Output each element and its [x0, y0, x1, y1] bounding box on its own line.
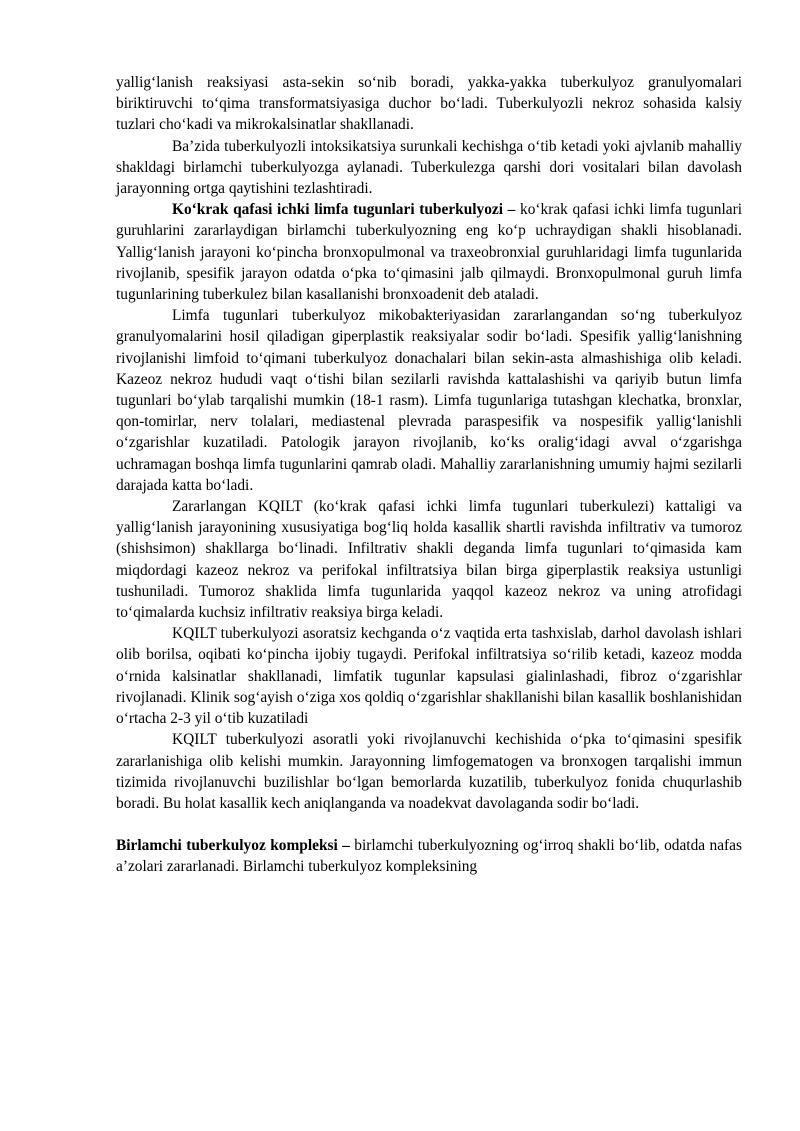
paragraph-text: Limfa tugunlari tuberkulyoz mikobakteriyasidan zararlangandan so‘ng tuberkulyoz granulyomalarini hosil qiladigan giperplastik reaksiyalar sodir bo‘ladi. Spesifik yallig‘lanishning rivojlanishi limfoid to‘qimani tuberkulyoz donachalari bilan sekin-asta almashishiga olib keladi. Kazeoz nekroz hududi vaqt o‘tishi bilan sezilarli ravishda kattalashishi va qariyib butun limfa tugunlari bo‘ylab tarqalishi mumkin (18-1 rasm). Limfa tugunlariga tutashgan klechatka, bronxlar, qon-tomirlar, nerv tolalari, mediastenal plevrada paraspesifik va nospesifik yallig‘lanishli o‘zgarishlar kuzatiladi. Patologik jarayon rivojlanib, ko‘ks oralig‘idagi avval o‘zgarishga uchramagan boshqa limfa tugunlarini qamrab oladi. Mahalliy zararlanishning umumiy hajmi sezilarli darajada katta bo‘ladi. [116, 307, 742, 494]
paragraph-text: Zararlangan KQILT (ko‘krak qafasi ichki limfa tugunlari tuberkulezi) kattaligi va yallig‘lanish jarayonining xususiyatiga bog‘liq holda kasallik shartli ravishda infiltrativ va tumoroz (shishsimon) shakllarga bo‘linadi. Infiltrativ shakli deganda limfa tugunlari to‘qimasida kam miqdordagi kazeoz nekroz va perifokal infiltratsiya bilan birga giperplastik reaksiya ustunligi tushuniladi. Tumoroz shaklida limfa tugunlarida yaqqol kazeoz nekroz va uning atrofidagi to‘qimalarda kuchsiz infiltrativ reaksiya birga keladi. [116, 498, 742, 622]
paragraph-1 [116, 72, 742, 136]
paragraph-7 [116, 729, 742, 814]
paragraph-4 [116, 305, 742, 496]
paragraph-3 [116, 199, 742, 305]
paragraph-5 [116, 496, 742, 623]
paragraph-text: ko‘krak qafasi ichki limfa tugunlari guruhlarini zararlaydigan birlamchi tuberkulyozning eng ko‘p uchraydigan shakli hisoblanadi. Yallig‘lanish jarayoni ko‘pincha bronxopulmonal va traxeobronxial guruhlaridagi limfa tugunlarida rivojlanib, spesifik jarayon odatda o‘pka to‘qimasini jalb qilmaydi. Bronxopulmonal guruh limfa tugunlarining tuberkulez bilan kasallanishi bronxoadenit deb ataladi. [116, 201, 742, 304]
paragraph-6 [116, 623, 742, 729]
paragraph-text: yallig‘lanish reaksiyasi asta-sekin so‘nib boradi, yakka-yakka tuberkulyoz granulyomalari biriktiruvchi to‘qima transformatsiyasiga duchor bo‘ladi. Tuberkulyozli nekroz sohasida kalsiy tuzlari cho‘kadi va mikrokalsinatlar shakllanadi. [116, 74, 742, 134]
paragraph-text: birlamchi tuberkulyozning og‘irroq shakli bo‘lib, odatda nafas a’zolari zararlanadi. Birlamchi tuberkulyoz kompleksining [116, 837, 742, 876]
paragraph-text: KQILT tuberkulyozi asoratli yoki rivojlanuvchi kechishida o‘pka to‘qimasini spesifik zararlanishiga olib kelishi mumkin. Jarayonning limfogematogen va bronxogen tarqalishi immun tizimida rivojlanuvchi buzilishlar bo‘lgan bemorlarda kuzatilib, tuberkulyoz fonida chuqurlashib boradi. Bu holat kasallik kech aniqlanganda va noadekvat davolaganda sodir bo‘ladi. [116, 731, 742, 812]
term-heading: Ko‘krak qafasi ichki limfa tugunlari tuberkulyozi – [172, 201, 516, 219]
paragraph-text: Ba’zida tuberkulyozli intoksikatsiya surunkali kechishga o‘tib ketadi yoki ajvlanib mahalliy shakldagi birlamchi tuberkulyozga aylanadi. Tuberkulezga qarshi dori vositalari bilan davolash jarayonning ortga qaytishini tezlashtiradi. [116, 137, 742, 198]
paragraph-2 [116, 136, 742, 200]
paragraph-8 [116, 835, 742, 877]
term-heading: Birlamchi tuberkulyoz kompleksi – [116, 837, 350, 855]
paragraph-text: KQILT tuberkulyozi asoratsiz kechganda o‘z vaqtida erta tashxislab, darhol davolash ishlari olib borilsa, oqibati ko‘pincha ijobiy tugaydi. Perifokal infiltratsiya so‘rilib ketadi, kazeoz modda o‘rnida kalsinatlar shakllanadi, limfatik tugunlar kapsulasi gialinlashadi, fibroz o‘zgarishlar rivojlanadi. Klinik sog‘ayish o‘ziga xos qoldiq o‘zgarishlar shakllanishi bilan kasallik boshlanishidan o‘rtacha 2-3 yil o‘tib kuzatiladi [116, 625, 742, 728]
